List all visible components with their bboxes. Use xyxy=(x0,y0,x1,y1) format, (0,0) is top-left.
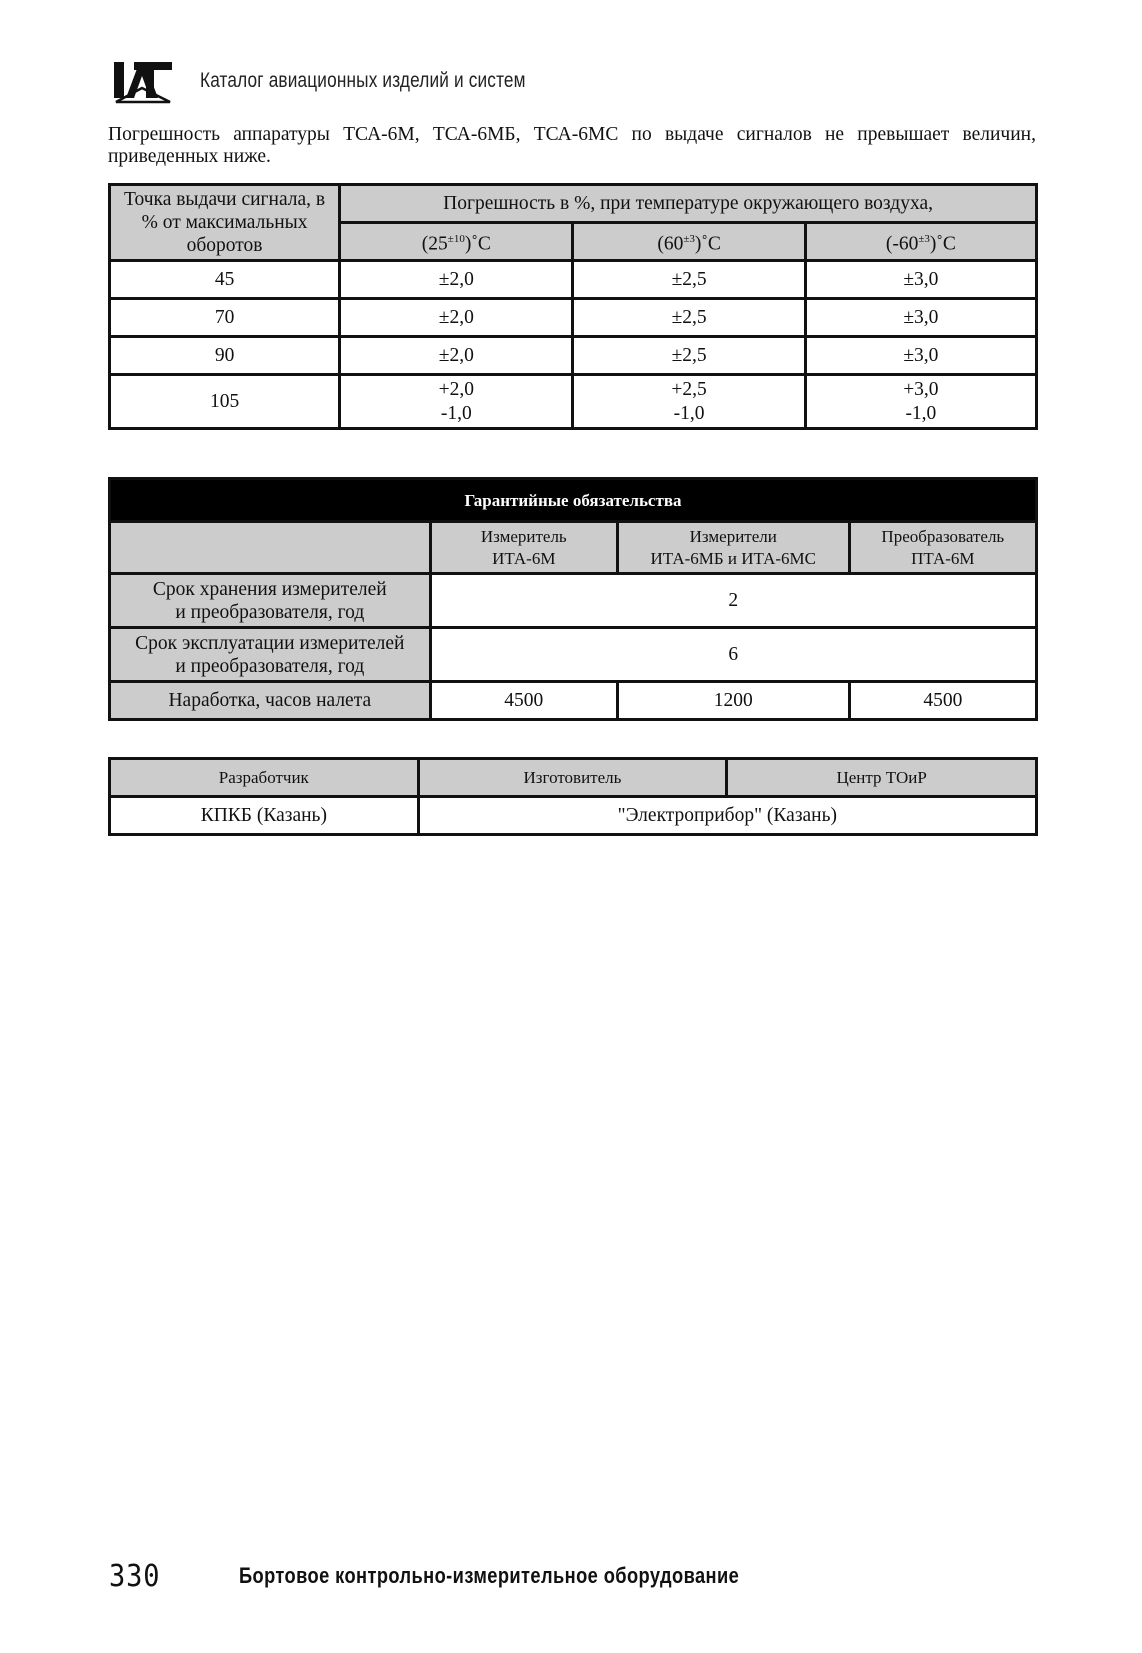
flight-hours-value: 4500 xyxy=(430,682,617,720)
temp-header-minus60: $(-60^{\pm 3})˚C$ xyxy=(805,223,1036,261)
catalog-title: Каталог авиационных изделий и систем xyxy=(200,69,526,92)
section-title: Бортовое контрольно-измерительное оборудование xyxy=(239,1563,740,1588)
col-header-ita6m: Измеритель ИТА-6М xyxy=(430,522,617,574)
table-row xyxy=(110,299,1037,337)
accuracy-value: +2,0 -1,0 xyxy=(340,375,573,429)
accuracy-value: ±2,5 xyxy=(573,261,805,299)
logo-icon xyxy=(112,58,174,104)
warranty-table xyxy=(108,477,1038,721)
signal-point-header: Точка выдачи сигнала, в % от максимальных оборотов xyxy=(110,185,340,261)
page-footer xyxy=(109,1556,740,1596)
developer-header: Разработчик xyxy=(110,759,419,797)
intro-paragraph: Погрешность аппаратуры ТСА-6М, ТСА-6МБ, ТСА-6МС по выдаче сигналов не превышает величин, приведенных ниже. xyxy=(108,124,1036,167)
empty-header-cell xyxy=(110,522,431,574)
signal-point: 105 xyxy=(110,375,340,429)
accuracy-value: ±2,5 xyxy=(573,299,805,337)
col-header-ita6mb-ita6mc: Измерители ИТА-6МБ и ИТА-6МС xyxy=(617,522,849,574)
accuracy-value: ±2,0 xyxy=(340,299,573,337)
warranty-title: Гарантийные обязательства xyxy=(110,479,1037,522)
manufacturer-header: Изготовитель xyxy=(418,759,727,797)
page-header xyxy=(112,58,597,104)
temp-header-60: $(60^{\pm 3})˚C$ xyxy=(573,223,805,261)
manufacturer-value: "Электроприбор" (Казань) xyxy=(418,797,1036,835)
table-row xyxy=(110,628,1037,682)
service-value: 6 xyxy=(430,628,1036,682)
page-number: 330 xyxy=(109,1558,161,1594)
accuracy-value: ±3,0 xyxy=(805,261,1036,299)
service-center-header: Центр ТОиР xyxy=(727,759,1037,797)
signal-point: 90 xyxy=(110,337,340,375)
accuracy-value: ±3,0 xyxy=(805,299,1036,337)
accuracy-value: ±2,0 xyxy=(340,337,573,375)
table-row xyxy=(110,682,1037,720)
table-row xyxy=(110,574,1037,628)
accuracy-group-header: Погрешность в %, при температуре окружающего воздуха, xyxy=(340,185,1037,223)
row-label-service: Срок эксплуатации измерителей и преобразователя, год xyxy=(110,628,431,682)
row-label-storage: Срок хранения измерителей и преобразователя, год xyxy=(110,574,431,628)
flight-hours-value: 1200 xyxy=(617,682,849,720)
accuracy-value: +2,5 -1,0 xyxy=(573,375,805,429)
accuracy-value: +3,0 -1,0 xyxy=(805,375,1036,429)
maker-table xyxy=(108,757,1038,836)
table-row xyxy=(110,375,1037,429)
accuracy-table xyxy=(108,183,1038,430)
table-row xyxy=(110,337,1037,375)
accuracy-value: ±2,5 xyxy=(573,337,805,375)
developer-value: КПКБ (Казань) xyxy=(110,797,419,835)
flight-hours-value: 4500 xyxy=(849,682,1036,720)
accuracy-value: ±2,0 xyxy=(340,261,573,299)
storage-value: 2 xyxy=(430,574,1036,628)
signal-point: 70 xyxy=(110,299,340,337)
temp-header-25: $(25^{\pm 10})˚C$ xyxy=(340,223,573,261)
col-header-pta6m: Преобразователь ПТА-6М xyxy=(849,522,1036,574)
table-row xyxy=(110,261,1037,299)
signal-point: 45 xyxy=(110,261,340,299)
row-label-flight-hours: Наработка, часов налета xyxy=(110,682,431,720)
accuracy-value: ±3,0 xyxy=(805,337,1036,375)
table-row xyxy=(110,797,1037,835)
